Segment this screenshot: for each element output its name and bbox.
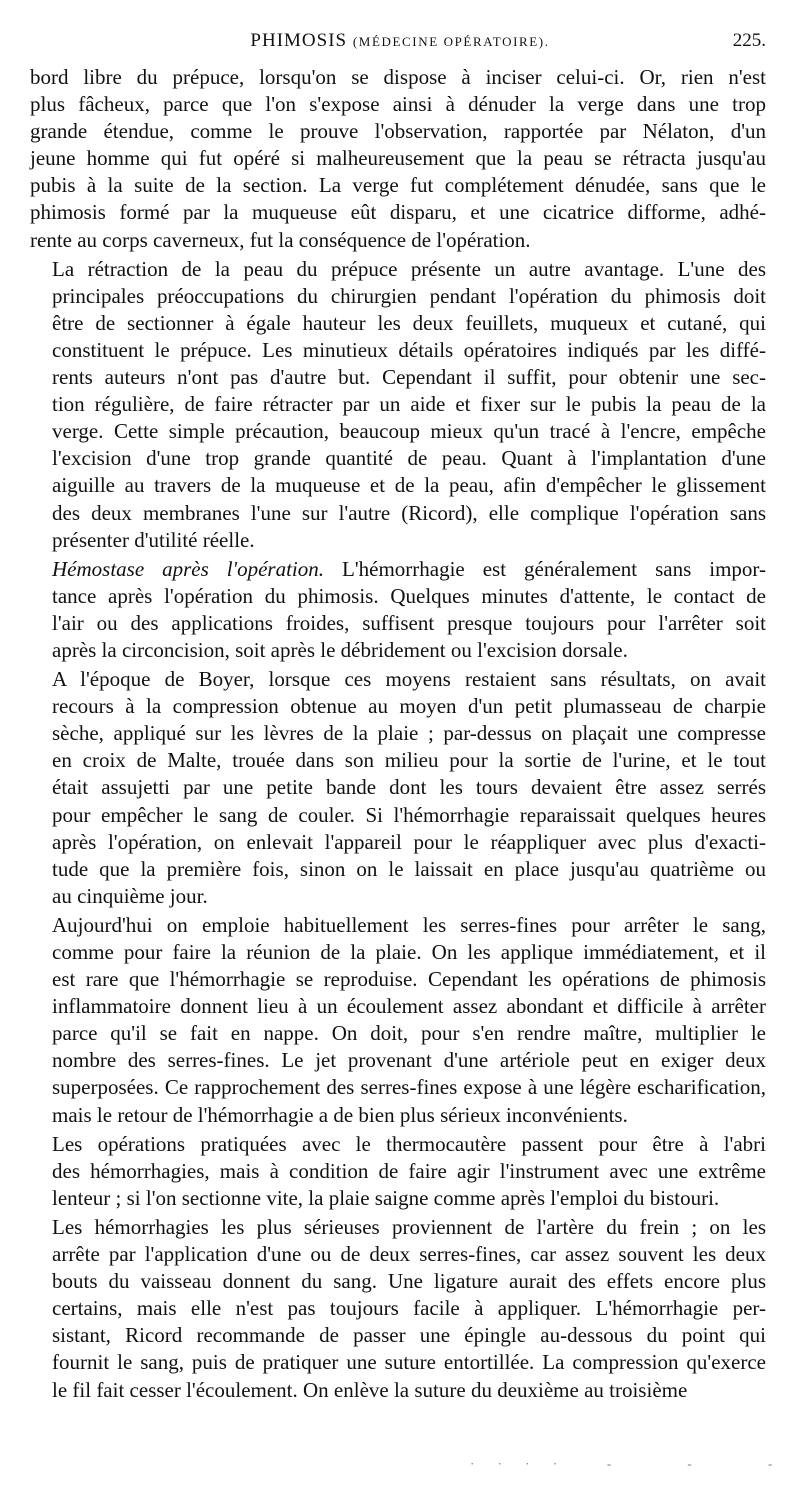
text-line: Les opérations pratiquées avec le thermocautère passent pour être à l'abri [52,1131,766,1156]
text-line: rente au corps caverneux, fut la conséquence de l'opération. [30,227,531,252]
text-line: arrête par l'application d'une ou de deux serres-fines, car assez souvent les deux [52,1242,766,1267]
text-line: Aujourd'hui on emploie habituellement les serres-fines pour arrêter le sang, [52,912,766,937]
paragraph [30,666,766,910]
text-line: jeune homme qui fut opéré si malheureusement que la peau se rétracta jusqu'au [30,146,766,171]
text-line: recours à la compression obtenue au moyen d'un petit plumasseau de charpie [52,694,766,719]
body-text [30,64,766,1406]
text-line: présenter d'utilité réelle. [52,527,255,552]
text-line: phimosis formé par la muqueuse eût disparu, et une cicatrice difforme, adhé- [30,200,766,225]
text-line: grande étendue, comme le prouve l'observation, rapportée par Nélaton, d'un [30,119,766,144]
text-line: lenteur ; si l'on sectionne vite, la plaie saigne comme après l'emploi du bistouri. [52,1185,720,1210]
running-title-main: PHIMOSIS [250,30,348,51]
text-line: des deux membranes l'une sur l'autre (Ricord), elle complique l'opération sans [52,500,766,525]
text-line: Les hémorrhagies les plus sérieuses proviennent de l'artère du frein ; on les [52,1214,766,1239]
text-line: A l'époque de Boyer, lorsque ces moyens restaient sans résultats, on avait [52,667,766,692]
text-line: l'air ou des applications froides, suffisent presque toujours pour l'arrêter soit [52,610,766,635]
text-line: tude que la première fois, sinon on le laissait en place jusqu'au quatrième ou [52,856,766,881]
text-line: tion régulière, de faire rétracter par un aide et fixer sur le pubis la peau de la [52,392,766,417]
text-line: tance après l'opération du phimosis. Quelques minutes d'attente, le contact de [52,583,766,608]
text-line: principales préoccupations du chirurgien pendant l'opération du phimosis doit [52,283,766,308]
text-line: l'excision d'une trop grande quantité de peau. Quant à l'implantation d'une [52,446,766,471]
text-line: constituent le prépuce. Les minutieux détails opératoires indiqués par les diffé- [52,337,766,362]
text-line: était assujetti par une petite bande dont les tours devaient être assez serrés [52,775,766,800]
text-line: est rare que l'hémorrhagie se reproduise. Cependant les opérations de phimosis [52,967,766,992]
section-heading: Hémostase après l'opération. [52,556,325,581]
text-line: en croix de Malte, trouée dans son milieu pour la sortie de l'urine, et le tout [52,748,766,773]
paragraph [30,256,766,554]
text-line: nombre des serres-fines. Le jet provenant d'une artériole peut en exiger deux [52,1048,766,1073]
text-line: après la circoncision, soit après le débridement ou l'excision dorsale. [52,637,628,662]
text-line: plus fâcheux, parce que l'on s'expose ainsi à dénuder la verge dans une trop [30,92,766,117]
paragraph [30,556,766,664]
paragraph [30,64,766,254]
text-line: mais le retour de l'hémorrhagie a de bien plus sérieux inconvénients. [52,1102,628,1127]
printer-marks: · · · · - - - [470,1456,783,1471]
text-line: après l'opération, on enlevait l'appareil pour le réappliquer avec plus d'exacti- [52,829,766,854]
paragraph [30,1131,766,1212]
text-line: pubis à la suite de la section. La verge fut complétement dénudée, sans que le [30,173,766,198]
text-line: bord libre du prépuce, lorsqu'on se dispose à inciser celui-ci. Or, rien n'est [30,65,766,89]
text-line: La rétraction de la peau du prépuce présente un autre avantage. L'une des [52,256,766,281]
running-title-sub: (MÉDECINE OPÉRATOIRE). [352,34,550,49]
text-line: aiguille au travers de la muqueuse et de la peau, afin d'empêcher le glissement [52,473,766,498]
running-title [32,30,768,52]
text-line: sèche, appliqué sur les lèvres de la plaie ; par-dessus on plaçait une compresse [52,721,766,746]
text-line: le fil fait cesser l'écoulement. On enlève la suture du deuxième au troisième [52,1377,688,1402]
text-line: superposées. Ce rapprochement des serres-fines expose à une légère escharification, [52,1075,766,1100]
text-line: des hémorrhagies, mais à condition de faire agir l'instrument avec une extrême [52,1158,766,1183]
text-line: verge. Cette simple précaution, beaucoup mieux qu'un tracé à l'encre, empêche [52,419,766,444]
paragraph [30,1214,766,1404]
text-line: comme pour faire la réunion de la plaie. On les applique immédiatement, et il [52,940,766,964]
text-line: fournit le sang, puis de pratiquer une suture entortillée. La compression qu'exerce [52,1350,766,1375]
text-line: au cinquième jour. [52,883,208,908]
text-line: rents auteurs n'ont pas d'autre but. Cependant il suffit, pour obtenir une sec- [52,365,766,390]
text-line: certains, mais elle n'est pas toujours facile à appliquer. L'hémorrhagie per- [52,1296,766,1321]
text-line: pour empêcher le sang de couler. Si l'hémorrhagie reparaissait quelques heures [52,802,766,827]
paragraph [30,912,766,1129]
text-line: parce qu'il se fait en nappe. On doit, pour s'en rendre maître, multiplier le [52,1021,766,1046]
text-line: bouts du vaisseau donnent du sang. Une ligature aurait des effets encore plus [52,1269,766,1294]
text-line: être de sectionner à égale hauteur les deux feuillets, muqueux et cutané, qui [52,310,766,335]
text-line: inflammatoire donnent lieu à un écoulement assez abondant et difficile à arrêter [52,994,766,1019]
page-number: 225. [732,30,766,51]
text-line: sistant, Ricord recommande de passer une épingle au-dessous du point qui [52,1323,766,1348]
running-head [32,30,768,60]
text-line: Hémostase après l'opération. L'hémorrhagie est généralement sans impor- [52,556,766,581]
